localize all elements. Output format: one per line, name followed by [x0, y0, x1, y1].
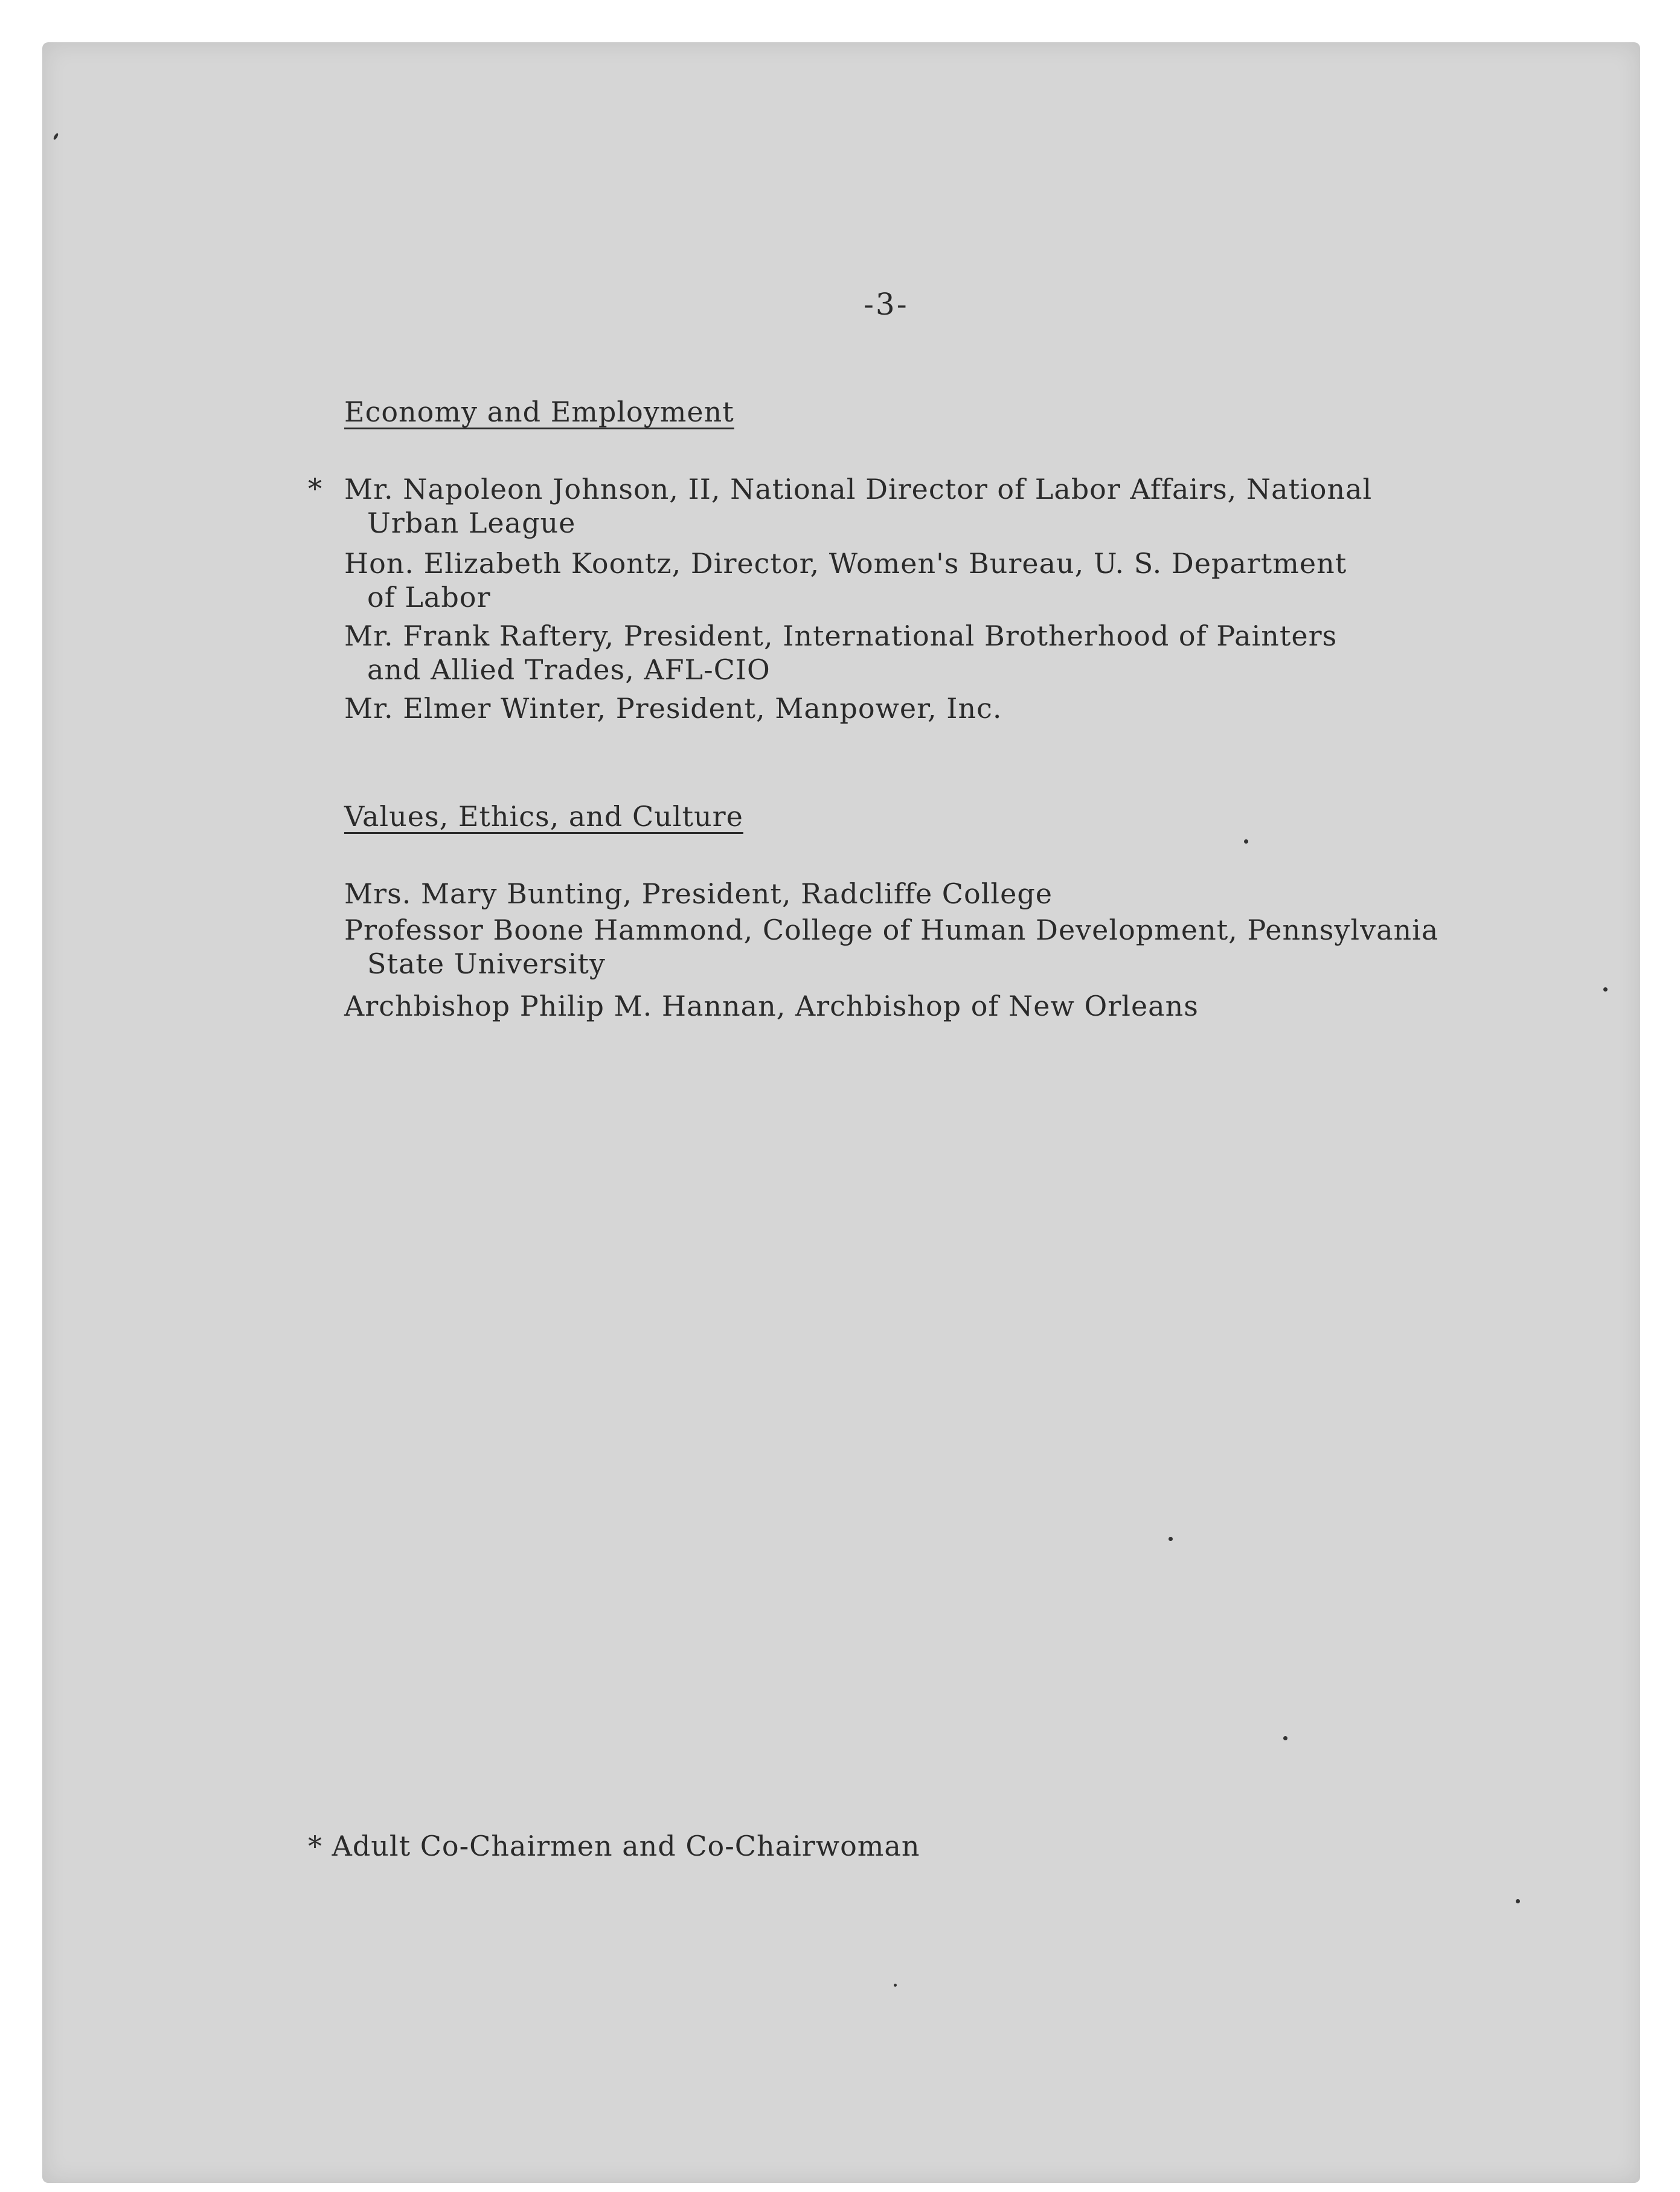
- member-entry: [344, 913, 1438, 981]
- paper-speck: [1244, 839, 1248, 844]
- paper-speck: [894, 1984, 897, 1987]
- section-heading-values: Values, Ethics, and Culture: [344, 800, 743, 833]
- footnote-text: Adult Co-Chairmen and Co-Chairwoman: [332, 1830, 920, 1862]
- member-line-continued: of Labor: [367, 581, 491, 614]
- member-line: Mr. Elmer Winter, President, Manpower, Inc.: [344, 692, 1002, 725]
- member-entry: [344, 691, 1002, 725]
- member-entry: [344, 619, 1337, 687]
- section-heading-economy: Economy and Employment: [344, 396, 734, 428]
- cochair-marker: *: [308, 472, 322, 505]
- member-line: Hon. Elizabeth Koontz, Director, Women's Bureau, U. S. Department: [344, 547, 1347, 580]
- paper-speck: [1516, 1899, 1520, 1903]
- member-line-continued: Urban League: [367, 507, 576, 539]
- member-line-continued: State University: [367, 947, 606, 980]
- paper-speck: [1169, 1537, 1173, 1541]
- paper-speck: [1283, 1736, 1287, 1740]
- member-entry: [344, 546, 1347, 614]
- member-entry: [344, 989, 1199, 1023]
- page-number: -3-: [864, 287, 909, 322]
- paper-speck: [53, 133, 59, 141]
- document-page: [42, 42, 1640, 2183]
- member-line-continued: and Allied Trades, AFL-CIO: [367, 653, 771, 686]
- member-line: Mr. Napoleon Johnson, II, National Director of Labor Affairs, National: [344, 473, 1373, 505]
- member-line: Mrs. Mary Bunting, President, Radcliffe College: [344, 877, 1053, 910]
- member-line: Professor Boone Hammond, College of Human Development, Pennsylvania: [344, 914, 1439, 946]
- footnote: [308, 1830, 920, 1862]
- member-line: Archbishop Philip M. Hannan, Archbishop of New Orleans: [344, 990, 1199, 1022]
- member-line: Mr. Frank Raftery, President, International Brotherhood of Painters: [344, 620, 1338, 652]
- paper-speck: [1603, 987, 1608, 992]
- footnote-marker: *: [308, 1830, 322, 1862]
- member-entry: [344, 472, 1372, 540]
- member-entry: [344, 877, 1053, 911]
